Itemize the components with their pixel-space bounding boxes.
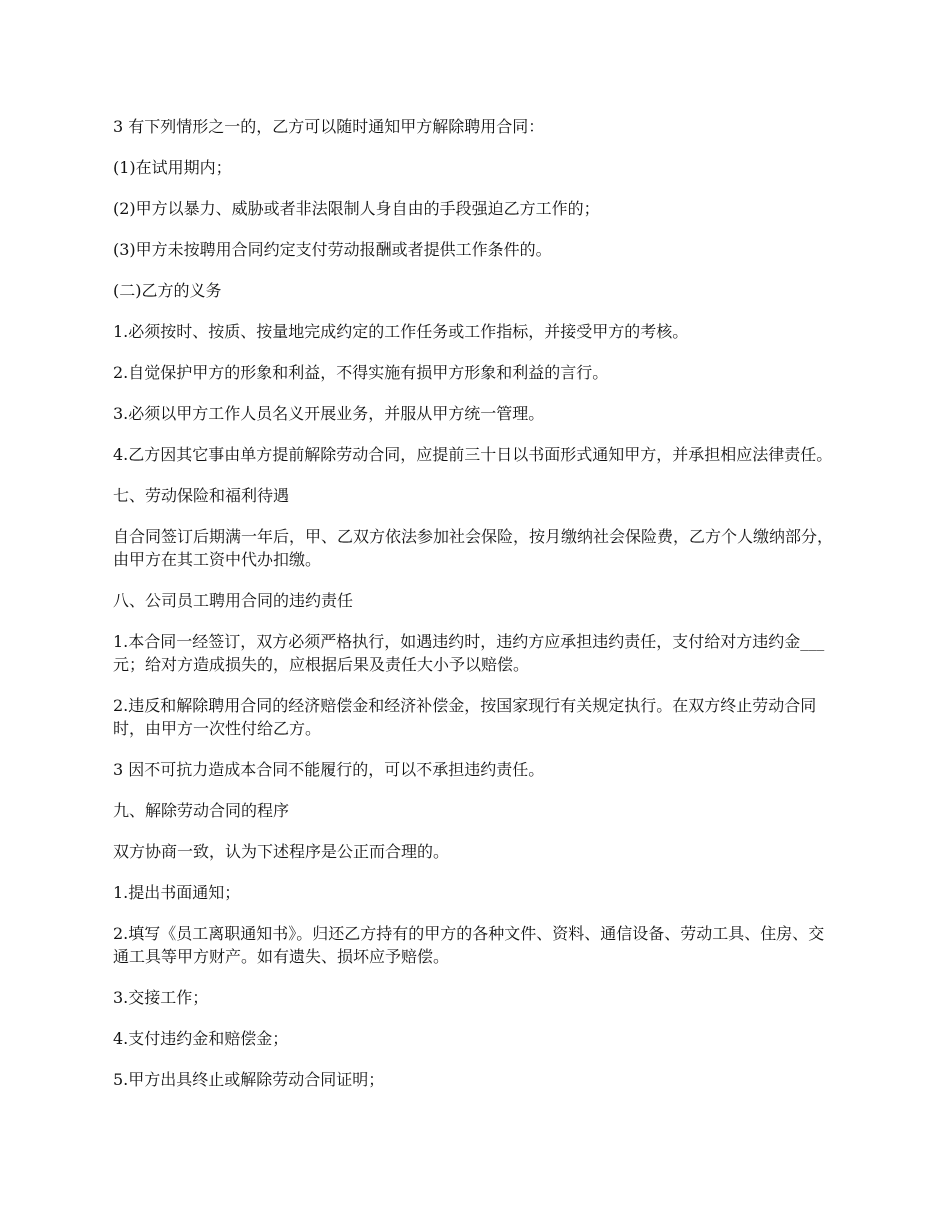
paragraph: (3)甲方未按聘用合同约定支付劳动报酬或者提供工作条件的。: [113, 240, 552, 259]
paragraph: 3.交接工作；: [113, 988, 209, 1007]
paragraph: 自合同签订后期满一年后，甲、乙双方依法参加社会保险，按月缴纳社会保险费，乙方个人缴纳部分，由甲方在其工资中代办扣缴。: [113, 527, 834, 569]
section-heading: (二)乙方的义务: [113, 281, 222, 300]
paragraph: 1.提出书面通知；: [113, 883, 241, 902]
paragraph: 4.乙方因其它事由单方提前解除劳动合同，应提前三十日以书面形式通知甲方，并承担相应法律责任。: [113, 445, 833, 464]
paragraph: 3.必须以甲方工作人员名义开展业务，并服从甲方统一管理。: [113, 404, 545, 423]
paragraph: 5.甲方出具终止或解除劳动合同证明；: [113, 1070, 385, 1089]
document-body: [113, 115, 837, 1109]
paragraph: 1.必须按时、按质、按量地完成约定的工作任务或工作指标，并接受甲方的考核。: [113, 322, 689, 341]
paragraph: 3 因不可抗力造成本合同不能履行的，可以不承担违约责任。: [113, 760, 545, 779]
paragraph: (2)甲方以暴力、威胁或者非法限制人身自由的手段强迫乙方工作的；: [113, 199, 600, 218]
paragraph: 2.违反和解除聘用合同的经济赔偿金和经济补偿金，按国家现行有关规定执行。在双方终止劳动合同时，由甲方一次性付给乙方。: [113, 696, 817, 738]
section-heading: 七、劳动保险和福利待遇: [113, 486, 290, 505]
paragraph: 3 有下列情形之一的，乙方可以随时通知甲方解除聘用合同：: [113, 117, 545, 136]
paragraph: 1.本合同一经签订，双方必须严格执行，如遇违约时，违约方应承担违约责任，支付给对方违约金___元；给对方造成损失的，应根据后果及责任大小予以赔偿。: [113, 632, 825, 674]
section-heading: 九、解除劳动合同的程序: [113, 801, 290, 820]
paragraph: 4.支付违约金和赔偿金；: [113, 1029, 289, 1048]
paragraph: (1)在试用期内；: [113, 158, 232, 177]
section-heading: 八、公司员工聘用合同的违约责任: [113, 591, 354, 610]
paragraph: 2.填写《员工离职通知书》。归还乙方持有的甲方的各种文件、资料、通信设备、劳动工具、住房、交通工具等甲方财产。如有遗失、损坏应予赔偿。: [113, 924, 825, 966]
paragraph: 双方协商一致，认为下述程序是公正而合理的。: [113, 842, 450, 861]
paragraph: 2.自觉保护甲方的形象和利益，不得实施有损甲方形象和利益的言行。: [113, 363, 609, 382]
